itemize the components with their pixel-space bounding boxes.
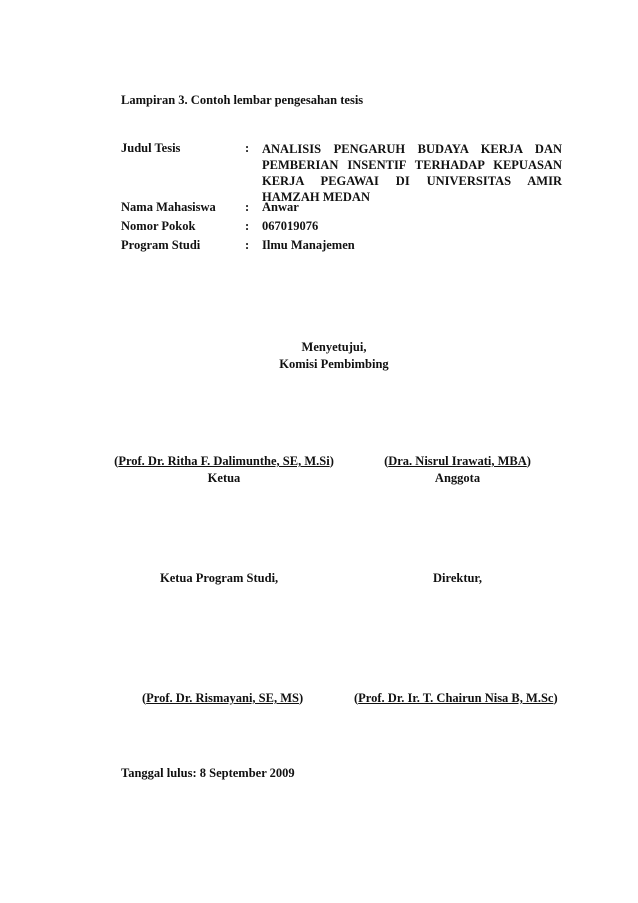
- director-title: Direktur,: [433, 571, 482, 585]
- approval-line: Menyetujui,: [301, 340, 367, 354]
- thesis-title-line: HAMZAH MEDAN: [262, 190, 370, 204]
- supervisor-chair-name: Prof. Dr. Ritha F. Dalimunthe, SE, M.Si: [118, 454, 330, 468]
- thesis-title-line: KERJA PEGAWAI DI UNIVERSITAS AMIR: [262, 174, 562, 188]
- paren: (: [114, 454, 119, 468]
- approval-heading: [234, 339, 434, 373]
- student-number-value: 067019076: [262, 219, 319, 233]
- thesis-title-value: [262, 141, 562, 205]
- paren: ): [298, 691, 304, 705]
- director-name: Prof. Dr. Ir. T. Chairun Nisa B, M.Sc: [358, 691, 554, 705]
- supervisor-chair: [108, 453, 340, 487]
- supervisor-member-role: Anggota: [434, 471, 481, 485]
- paren: ): [526, 454, 531, 468]
- approval-committee: Komisi Pembimbing: [279, 357, 389, 371]
- study-program-label: Program Studi: [121, 238, 201, 252]
- supervisor-member-name: Dra. Nisrul Irawati, MBA: [388, 454, 527, 468]
- document-heading: Lampiran 3. Contoh lembar pengesahan tesis: [121, 93, 364, 107]
- thesis-title-line: ANALISIS PENGARUH BUDAYA KERJA DAN: [262, 142, 562, 156]
- colon: :: [245, 200, 250, 214]
- thesis-title-line: PEMBERIAN INSENTIF TERHADAP KEPUASAN: [262, 158, 562, 172]
- student-name-value: Anwar: [262, 200, 299, 214]
- student-name-label: Nama Mahasiswa: [121, 200, 216, 214]
- paren: (: [354, 691, 359, 705]
- program-head-name: Prof. Dr. Rismayani, SE, MS: [146, 691, 299, 705]
- program-head-signature: [142, 690, 303, 707]
- colon: :: [245, 238, 250, 252]
- paren: ): [553, 691, 558, 705]
- paren: ): [329, 454, 334, 468]
- colon: :: [245, 141, 250, 155]
- student-number-label: Nomor Pokok: [121, 219, 196, 233]
- paren: (: [142, 691, 147, 705]
- thesis-title-label: Judul Tesis: [121, 141, 181, 155]
- colon: :: [245, 219, 250, 233]
- supervisor-member: [380, 453, 535, 487]
- supervisor-chair-role: Ketua: [207, 471, 241, 485]
- graduation-date: Tanggal lulus: 8 September 2009: [121, 766, 295, 780]
- program-head-title: Ketua Program Studi,: [160, 571, 279, 585]
- director-signature: [354, 690, 558, 707]
- paren: (: [384, 454, 389, 468]
- study-program-value: Ilmu Manajemen: [262, 238, 355, 252]
